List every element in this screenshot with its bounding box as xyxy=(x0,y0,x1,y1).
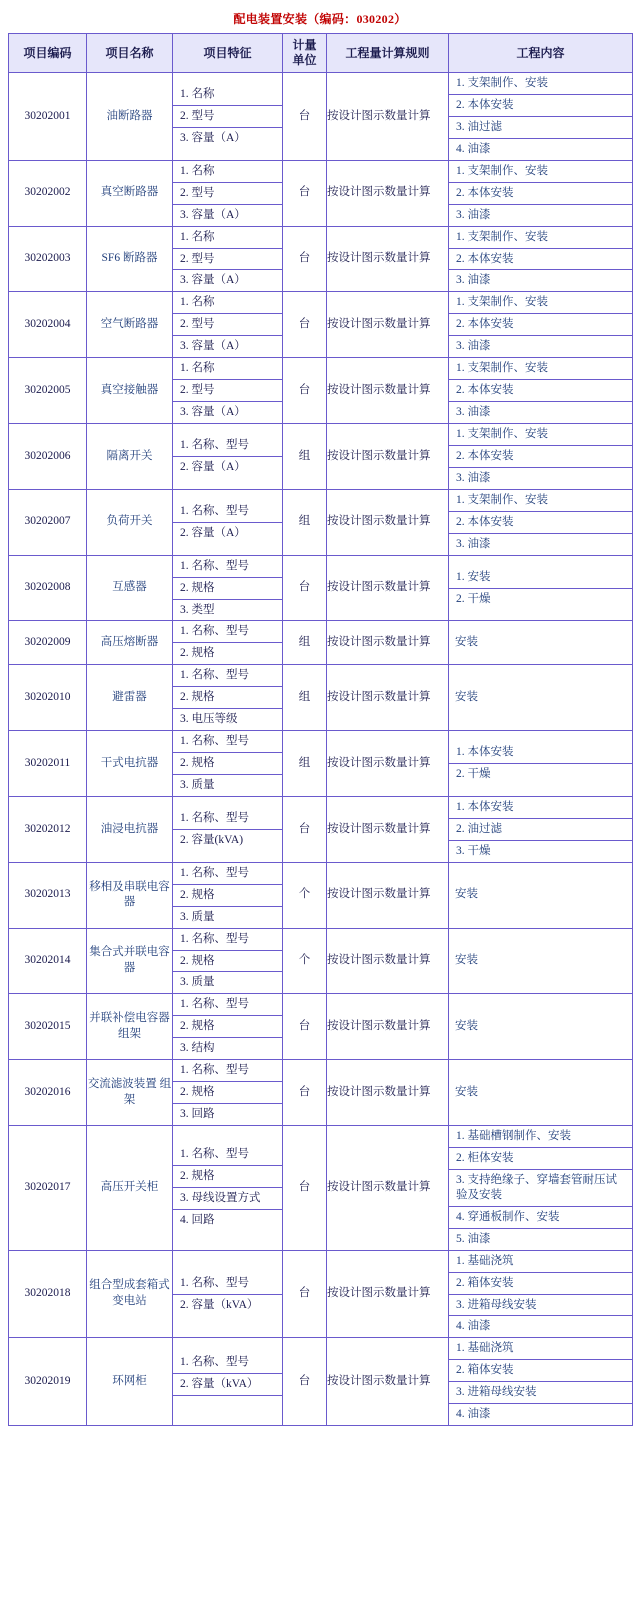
cell-item-code: 30202004 xyxy=(9,292,87,358)
unit-header-line2: 单位 xyxy=(292,53,317,67)
content-item: 1. 支架制作、安装 xyxy=(449,227,632,249)
column-header-unit xyxy=(283,34,327,73)
content-item: 4. 油漆 xyxy=(456,1408,491,1421)
feature-list xyxy=(173,358,282,423)
content-list xyxy=(449,358,632,423)
feature-list xyxy=(173,621,282,664)
feature-list xyxy=(173,84,282,149)
table-row xyxy=(9,862,633,928)
cell-unit: 组 xyxy=(283,489,327,555)
content-list xyxy=(449,73,632,160)
content-item: 1. 基础浇筑 xyxy=(449,1251,632,1273)
cell-item-code: 30202008 xyxy=(9,555,87,621)
content-list xyxy=(449,1251,632,1338)
content-item: 3. 油漆 xyxy=(456,340,491,353)
feature-item: 3. 容量（A） xyxy=(180,208,246,221)
feature-item: 1. 名称 xyxy=(173,227,282,249)
cell-item-features xyxy=(173,555,283,621)
content-item: 2. 本体安装 xyxy=(449,314,632,336)
cell-item-name: 高压开关柜 xyxy=(87,1126,173,1251)
cell-calculation-rule: 按设计图示数量计算 xyxy=(327,862,449,928)
content-list xyxy=(449,742,632,785)
cell-item-features xyxy=(173,160,283,226)
content-item: 1. 基础浇筑 xyxy=(449,1338,632,1360)
content-item: 2. 本体安装 xyxy=(449,249,632,271)
content-list xyxy=(449,1338,632,1425)
cell-calculation-rule: 按设计图示数量计算 xyxy=(327,621,449,665)
cell-calculation-rule: 按设计图示数量计算 xyxy=(327,928,449,994)
cell-item-name: SF6 断路器 xyxy=(87,226,173,292)
table-row xyxy=(9,555,633,621)
feature-item: 2. 容量(kVA) xyxy=(180,833,244,846)
content-list xyxy=(449,292,632,357)
cell-item-name: 空气断路器 xyxy=(87,292,173,358)
cell-item-name: 高压熔断器 xyxy=(87,621,173,665)
cell-unit: 台 xyxy=(283,73,327,161)
feature-item: 1. 名称、型号 xyxy=(173,929,282,951)
cell-item-features xyxy=(173,862,283,928)
feature-item: 2. 型号 xyxy=(173,183,282,205)
content-list xyxy=(449,227,632,292)
content-item: 3. 支持绝缘子、穿墙套管耐压试验及安装 xyxy=(449,1170,632,1207)
content-item: 4. 油漆 xyxy=(456,142,491,155)
table-row xyxy=(9,928,633,994)
feature-list xyxy=(173,863,282,928)
cell-unit: 台 xyxy=(283,292,327,358)
cell-item-name: 干式电抗器 xyxy=(87,731,173,797)
feature-item: 2. 规格 xyxy=(173,578,282,600)
feature-item: 3. 容量（A） xyxy=(180,274,246,287)
cell-unit: 台 xyxy=(283,1126,327,1251)
cell-work-contents xyxy=(449,73,633,161)
cell-item-name: 组合型成套箱式变电站 xyxy=(87,1250,173,1338)
feature-item: 1. 名称、型号 xyxy=(173,863,282,885)
cell-item-code: 30202011 xyxy=(9,731,87,797)
feature-item: 1. 名称、型号 xyxy=(173,1060,282,1082)
content-item: 3. 油漆 xyxy=(456,537,491,550)
feature-item: 3. 质量 xyxy=(180,976,215,989)
content-item: 3. 油漆 xyxy=(456,471,491,484)
feature-item: 3. 母线设置方式 xyxy=(173,1188,282,1210)
feature-item: 1. 名称、型号 xyxy=(173,1144,282,1166)
content-item: 3. 油漆 xyxy=(456,274,491,287)
cell-work-contents xyxy=(449,665,633,731)
feature-item: 1. 名称、型号 xyxy=(173,556,282,578)
table-row xyxy=(9,73,633,161)
header-row xyxy=(9,34,633,73)
feature-item: 1. 名称 xyxy=(173,358,282,380)
feature-item: 1. 名称、型号 xyxy=(173,1273,282,1295)
content-item: 1. 支架制作、安装 xyxy=(449,292,632,314)
feature-item: 2. 规格 xyxy=(173,687,282,709)
feature-item: 1. 名称、型号 xyxy=(173,665,282,687)
feature-list xyxy=(173,292,282,357)
cell-item-features xyxy=(173,489,283,555)
feature-list xyxy=(173,929,282,994)
cell-work-contents xyxy=(449,1126,633,1251)
table-row xyxy=(9,796,633,862)
content-item: 1. 支架制作、安装 xyxy=(449,424,632,446)
feature-item: 1. 名称、型号 xyxy=(173,994,282,1016)
cell-calculation-rule: 按设计图示数量计算 xyxy=(327,1338,449,1426)
cell-item-name: 移相及串联电容器 xyxy=(87,862,173,928)
cell-item-code: 30202006 xyxy=(9,424,87,490)
table-row xyxy=(9,160,633,226)
cell-work-contents xyxy=(449,731,633,797)
content-item: 2. 本体安装 xyxy=(449,446,632,468)
feature-list xyxy=(173,435,282,478)
table-row xyxy=(9,358,633,424)
cell-item-code: 30202018 xyxy=(9,1250,87,1338)
cell-item-features xyxy=(173,994,283,1060)
feature-list xyxy=(173,994,282,1059)
feature-item: 3. 容量（A） xyxy=(180,340,246,353)
content-item: 3. 进箱母线安装 xyxy=(449,1382,632,1404)
cell-item-name: 并联补偿电容器组架 xyxy=(87,994,173,1060)
cell-work-contents xyxy=(449,424,633,490)
cell-item-name: 环网柜 xyxy=(87,1338,173,1426)
content-text: 安装 xyxy=(455,636,478,649)
cell-calculation-rule: 按设计图示数量计算 xyxy=(327,73,449,161)
cell-item-features xyxy=(173,1250,283,1338)
content-item: 3. 油漆 xyxy=(456,406,491,419)
content-item: 4. 油漆 xyxy=(456,1320,491,1333)
cell-unit: 台 xyxy=(283,555,327,621)
cell-item-name: 油浸电抗器 xyxy=(87,796,173,862)
content-item: 3. 油过滤 xyxy=(449,117,632,139)
feature-list xyxy=(173,161,282,226)
feature-list xyxy=(173,1060,282,1125)
feature-item: 2. 容量（A） xyxy=(180,526,246,539)
cell-unit: 台 xyxy=(283,226,327,292)
cell-work-contents xyxy=(449,994,633,1060)
page-title: 配电装置安装（编码：030202） xyxy=(233,12,407,26)
content-item: 1. 支架制作、安装 xyxy=(449,490,632,512)
cell-unit: 台 xyxy=(283,1250,327,1338)
cell-unit: 组 xyxy=(283,424,327,490)
feature-item: 2. 容量（A） xyxy=(180,460,246,473)
content-text: 安装 xyxy=(455,954,478,967)
feature-item: 3. 质量 xyxy=(180,779,215,791)
content-item: 3. 油漆 xyxy=(456,208,491,221)
feature-item: 2. 规格 xyxy=(180,647,215,660)
feature-list xyxy=(173,1352,282,1412)
cell-calculation-rule: 按设计图示数量计算 xyxy=(327,292,449,358)
feature-item: 3. 电压等级 xyxy=(180,713,238,726)
cell-calculation-rule: 按设计图示数量计算 xyxy=(327,489,449,555)
table-row xyxy=(9,1250,633,1338)
cell-item-name: 负荷开关 xyxy=(87,489,173,555)
cell-item-name: 集合式并联电容器 xyxy=(87,928,173,994)
cell-item-code: 30202003 xyxy=(9,226,87,292)
cell-work-contents xyxy=(449,621,633,665)
spec-table xyxy=(8,33,633,1426)
table-row xyxy=(9,1338,633,1426)
cell-work-contents xyxy=(449,862,633,928)
feature-item: 2. 型号 xyxy=(173,106,282,128)
content-list xyxy=(449,424,632,489)
table-header xyxy=(9,34,633,73)
cell-item-features xyxy=(173,665,283,731)
content-item: 4. 穿通板制作、安装 xyxy=(449,1207,632,1229)
cell-unit: 台 xyxy=(283,1338,327,1426)
feature-item: 2. 规格 xyxy=(173,753,282,775)
content-item: 2. 油过滤 xyxy=(449,819,632,841)
cell-item-code: 30202013 xyxy=(9,862,87,928)
content-text: 安装 xyxy=(455,888,478,901)
cell-item-code: 30202014 xyxy=(9,928,87,994)
feature-item: 1. 名称、型号 xyxy=(173,1352,282,1374)
content-item: 3. 进箱母线安装 xyxy=(449,1295,632,1317)
table-row xyxy=(9,665,633,731)
content-item: 2. 箱体安装 xyxy=(449,1360,632,1382)
cell-unit: 个 xyxy=(283,862,327,928)
feature-item: 2. 规格 xyxy=(173,1166,282,1188)
cell-item-code: 30202005 xyxy=(9,358,87,424)
cell-calculation-rule: 按设计图示数量计算 xyxy=(327,994,449,1060)
cell-item-code: 30202010 xyxy=(9,665,87,731)
feature-item: 2. 型号 xyxy=(173,314,282,336)
feature-item: 3. 容量（A） xyxy=(180,406,246,419)
cell-item-code: 30202007 xyxy=(9,489,87,555)
cell-unit: 组 xyxy=(283,665,327,731)
feature-item: 2. 型号 xyxy=(173,249,282,271)
cell-item-features xyxy=(173,226,283,292)
column-header-feature: 项目特征 xyxy=(173,34,283,73)
feature-item xyxy=(173,1396,282,1412)
feature-item: 2. 规格 xyxy=(173,1082,282,1104)
cell-calculation-rule: 按设计图示数量计算 xyxy=(327,731,449,797)
table-row xyxy=(9,424,633,490)
feature-item: 2. 规格 xyxy=(173,951,282,973)
cell-work-contents xyxy=(449,1250,633,1338)
cell-unit: 台 xyxy=(283,796,327,862)
cell-work-contents xyxy=(449,928,633,994)
table-body xyxy=(9,73,633,1426)
feature-list xyxy=(173,808,282,851)
feature-list xyxy=(173,1273,282,1316)
cell-unit: 台 xyxy=(283,994,327,1060)
cell-item-name: 避雷器 xyxy=(87,665,173,731)
cell-work-contents xyxy=(449,1060,633,1126)
cell-item-code: 30202012 xyxy=(9,796,87,862)
content-item: 2. 本体安装 xyxy=(449,183,632,205)
feature-list xyxy=(173,731,282,796)
cell-item-code: 30202019 xyxy=(9,1338,87,1426)
cell-item-features xyxy=(173,292,283,358)
cell-calculation-rule: 按设计图示数量计算 xyxy=(327,424,449,490)
cell-calculation-rule: 按设计图示数量计算 xyxy=(327,1126,449,1251)
content-item: 2. 干燥 xyxy=(456,592,491,605)
cell-item-code: 30202017 xyxy=(9,1126,87,1251)
content-list xyxy=(449,567,632,610)
cell-item-code: 30202016 xyxy=(9,1060,87,1126)
column-header-content: 工程内容 xyxy=(449,34,633,73)
column-header-code: 项目编码 xyxy=(9,34,87,73)
cell-item-features xyxy=(173,424,283,490)
table-row xyxy=(9,621,633,665)
content-list xyxy=(449,797,632,862)
cell-calculation-rule: 按设计图示数量计算 xyxy=(327,665,449,731)
table-row xyxy=(9,1126,633,1251)
cell-unit: 组 xyxy=(283,621,327,665)
cell-item-name: 真空断路器 xyxy=(87,160,173,226)
column-header-name: 项目名称 xyxy=(87,34,173,73)
content-item: 1. 基础槽钢制作、安装 xyxy=(449,1126,632,1148)
feature-list xyxy=(173,556,282,621)
feature-item: 1. 名称、型号 xyxy=(173,435,282,457)
cell-item-features xyxy=(173,731,283,797)
cell-unit: 个 xyxy=(283,928,327,994)
feature-item: 3. 回路 xyxy=(180,1108,215,1121)
feature-item: 1. 名称、型号 xyxy=(173,501,282,523)
content-list xyxy=(449,161,632,226)
feature-item: 2. 规格 xyxy=(173,1016,282,1038)
content-item: 1. 支架制作、安装 xyxy=(449,161,632,183)
cell-calculation-rule: 按设计图示数量计算 xyxy=(327,1250,449,1338)
feature-item: 2. 容量（kVA） xyxy=(173,1374,282,1396)
cell-work-contents xyxy=(449,160,633,226)
cell-item-name: 油断路器 xyxy=(87,73,173,161)
feature-list xyxy=(173,665,282,730)
feature-item: 2. 容量（kVA） xyxy=(180,1298,259,1311)
content-text: 安装 xyxy=(455,1085,478,1098)
feature-item: 3. 结构 xyxy=(180,1042,215,1055)
cell-unit: 台 xyxy=(283,160,327,226)
cell-item-code: 30202009 xyxy=(9,621,87,665)
cell-work-contents xyxy=(449,555,633,621)
content-text: 安装 xyxy=(455,1020,478,1033)
cell-work-contents xyxy=(449,1338,633,1426)
content-item: 2. 本体安装 xyxy=(449,380,632,402)
cell-work-contents xyxy=(449,292,633,358)
feature-item: 1. 名称 xyxy=(173,161,282,183)
cell-work-contents xyxy=(449,796,633,862)
table-row xyxy=(9,489,633,555)
feature-item: 1. 名称、型号 xyxy=(173,731,282,753)
cell-unit: 组 xyxy=(283,731,327,797)
cell-item-code: 30202015 xyxy=(9,994,87,1060)
cell-unit: 台 xyxy=(283,358,327,424)
feature-item: 3. 类型 xyxy=(180,603,215,616)
table-row xyxy=(9,994,633,1060)
cell-item-code: 30202002 xyxy=(9,160,87,226)
content-item: 1. 本体安装 xyxy=(449,797,632,819)
feature-item: 2. 型号 xyxy=(173,380,282,402)
feature-item: 1. 名称、型号 xyxy=(173,808,282,830)
content-item: 2. 本体安装 xyxy=(449,512,632,534)
feature-list xyxy=(173,227,282,292)
cell-item-features xyxy=(173,928,283,994)
cell-work-contents xyxy=(449,489,633,555)
cell-item-features xyxy=(173,1338,283,1426)
content-item: 2. 柜体安装 xyxy=(449,1148,632,1170)
table-row xyxy=(9,731,633,797)
cell-item-name: 互感器 xyxy=(87,555,173,621)
cell-item-features xyxy=(173,358,283,424)
cell-work-contents xyxy=(449,226,633,292)
feature-item: 1. 名称 xyxy=(173,292,282,314)
feature-item: 1. 名称 xyxy=(173,84,282,106)
cell-item-name: 隔离开关 xyxy=(87,424,173,490)
cell-unit: 台 xyxy=(283,1060,327,1126)
content-list xyxy=(449,490,632,555)
cell-calculation-rule: 按设计图示数量计算 xyxy=(327,226,449,292)
cell-item-name: 真空接触器 xyxy=(87,358,173,424)
table-row xyxy=(9,292,633,358)
feature-item: 3. 质量 xyxy=(180,910,215,923)
content-item: 2. 本体安装 xyxy=(449,95,632,117)
content-item: 2. 干燥 xyxy=(456,768,491,781)
feature-item: 1. 名称、型号 xyxy=(173,621,282,643)
table-row xyxy=(9,226,633,292)
feature-list xyxy=(173,1144,282,1231)
cell-item-features xyxy=(173,1126,283,1251)
cell-calculation-rule: 按设计图示数量计算 xyxy=(327,160,449,226)
cell-item-features xyxy=(173,796,283,862)
content-item: 3. 干燥 xyxy=(456,844,491,857)
cell-calculation-rule: 按设计图示数量计算 xyxy=(327,555,449,621)
feature-item: 4. 回路 xyxy=(180,1214,215,1227)
cell-work-contents xyxy=(449,358,633,424)
content-item: 1. 本体安装 xyxy=(449,742,632,764)
content-item: 1. 安装 xyxy=(449,567,632,589)
cell-item-features xyxy=(173,1060,283,1126)
cell-item-name: 交流滤波装置 组架 xyxy=(87,1060,173,1126)
cell-calculation-rule: 按设计图示数量计算 xyxy=(327,796,449,862)
content-text: 安装 xyxy=(455,690,478,703)
content-item: 2. 箱体安装 xyxy=(449,1273,632,1295)
cell-item-features xyxy=(173,73,283,161)
feature-list xyxy=(173,501,282,544)
feature-item: 3. 容量（A） xyxy=(180,131,246,144)
cell-item-features xyxy=(173,621,283,665)
table-row xyxy=(9,1060,633,1126)
cell-item-code: 30202001 xyxy=(9,73,87,161)
unit-header-line1: 计量 xyxy=(292,38,317,52)
content-item: 5. 油漆 xyxy=(456,1232,491,1245)
content-list xyxy=(449,1126,632,1250)
content-item: 1. 支架制作、安装 xyxy=(449,73,632,95)
feature-item: 2. 规格 xyxy=(173,885,282,907)
column-header-rule: 工程量计算规则 xyxy=(327,34,449,73)
content-item: 1. 支架制作、安装 xyxy=(449,358,632,380)
cell-calculation-rule: 按设计图示数量计算 xyxy=(327,358,449,424)
cell-calculation-rule: 按设计图示数量计算 xyxy=(327,1060,449,1126)
